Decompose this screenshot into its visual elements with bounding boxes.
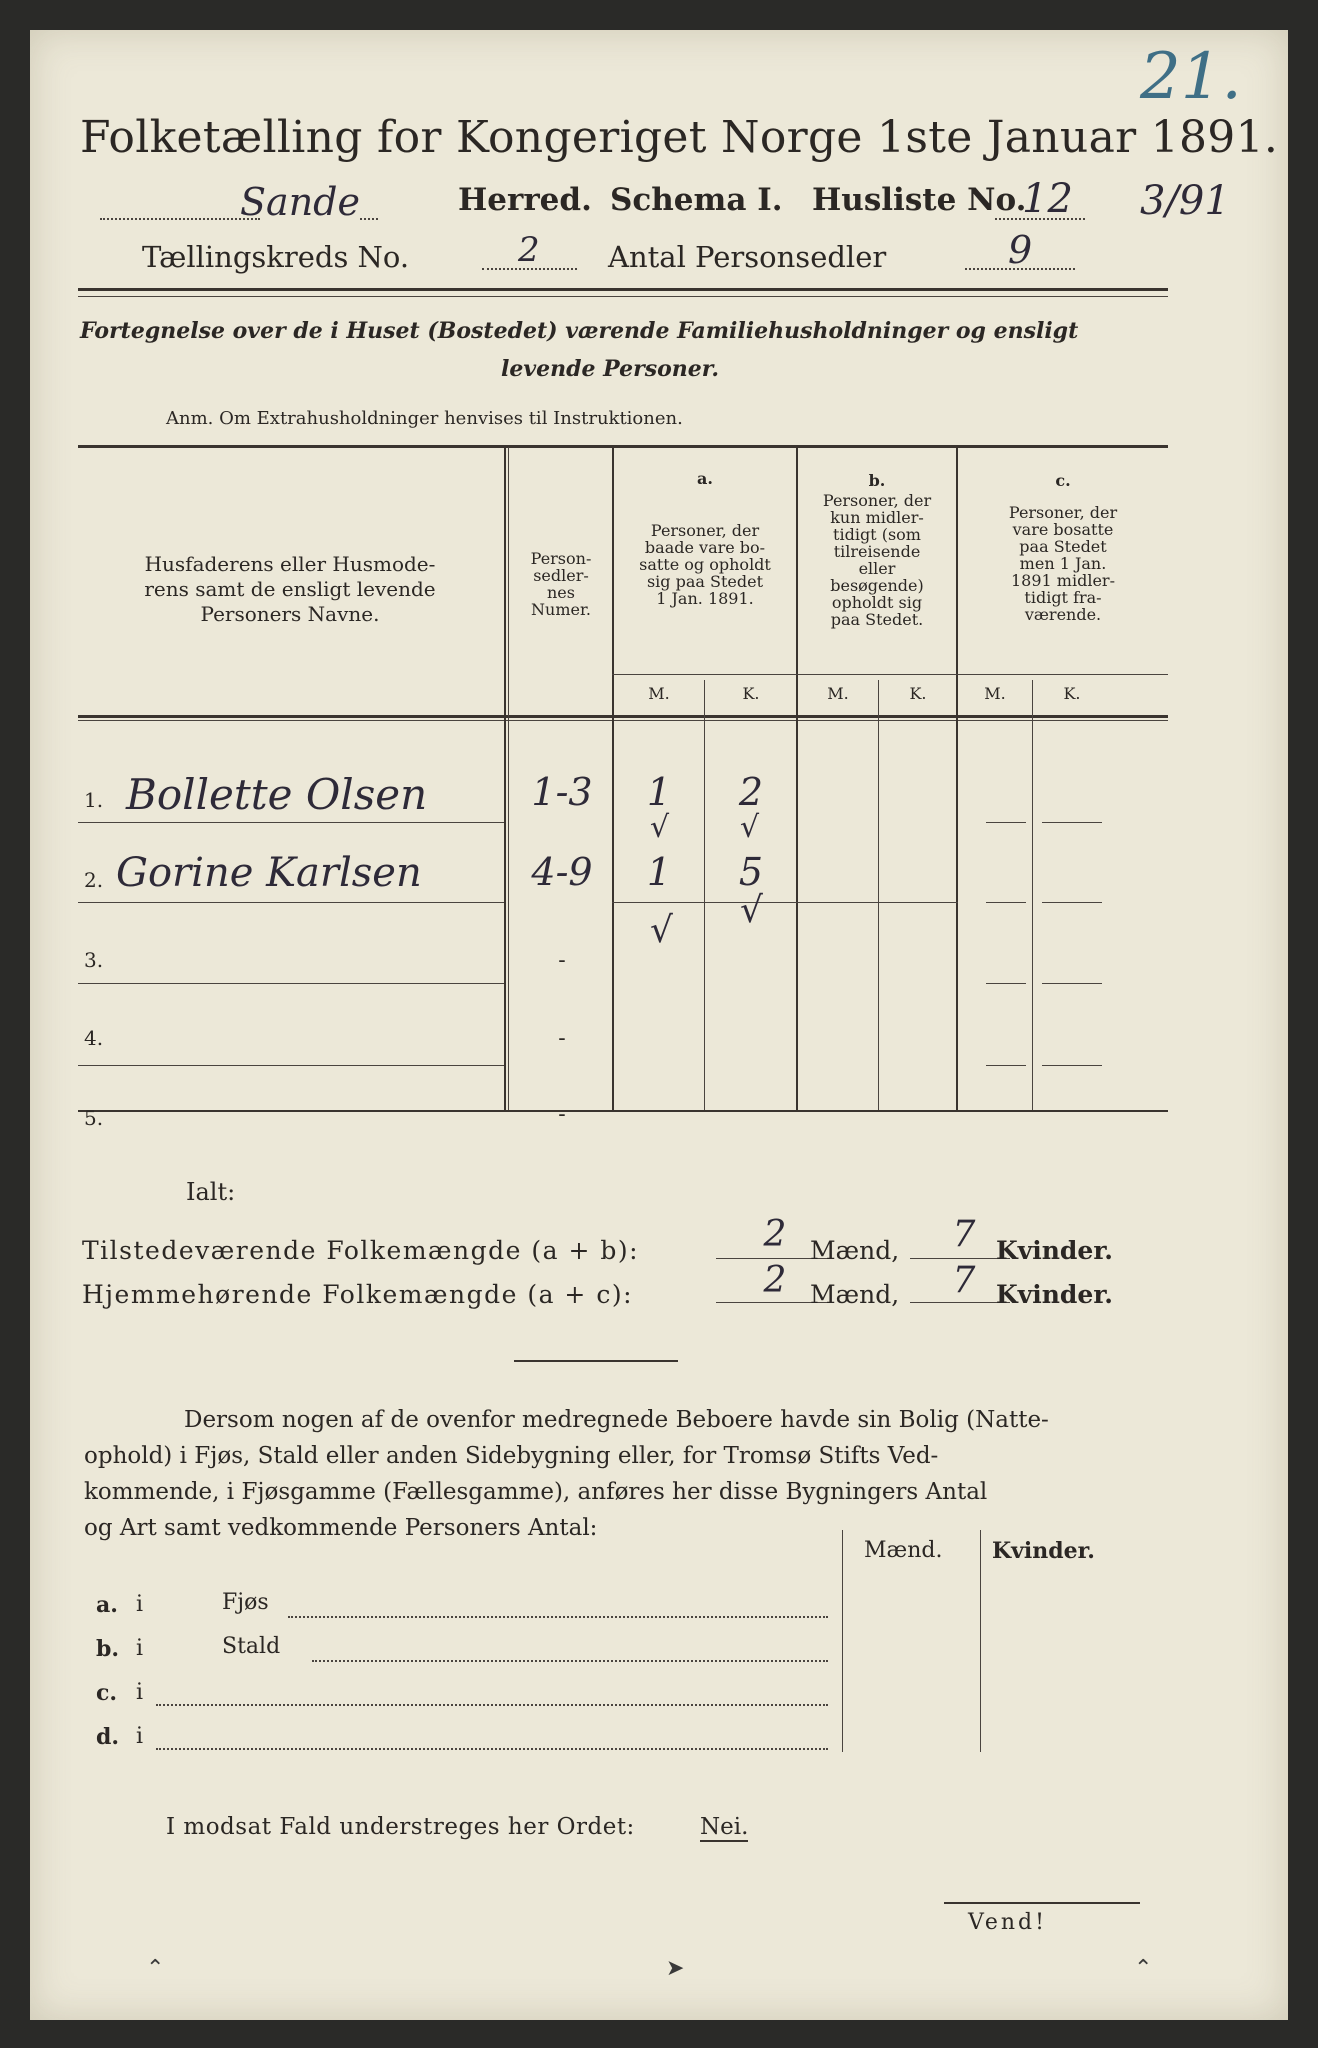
hjemmehorende-kvinder-label: Kvinder.: [996, 1280, 1113, 1309]
row-5-number: 5.: [84, 1106, 104, 1130]
pencil-mark-icon: ⌃: [1134, 1956, 1153, 1981]
header-a-letter: a.: [697, 469, 713, 488]
hjemmehorende-kvinder-value: 7: [952, 1260, 976, 1301]
row-2-number: 2.: [84, 868, 104, 892]
nei-word: Nei.: [700, 1814, 749, 1840]
bolig-row-d-i: i: [136, 1724, 144, 1749]
bolig-row-b-label: Stald: [222, 1634, 281, 1659]
tilstedevaerende-maend-value: 2: [763, 1214, 787, 1255]
ialt-label: Ialt:: [186, 1178, 236, 1206]
tilstedevaerende-kvinder-label: Kvinder.: [996, 1236, 1113, 1265]
check-mark-icon: √: [650, 910, 673, 951]
row-1-name: Bollette Olsen: [126, 770, 428, 819]
tilstedevaerende-kvinder-value: 7: [952, 1214, 976, 1255]
personsedler-value: 9: [1008, 228, 1033, 272]
vend-label: Vend!: [968, 1910, 1047, 1935]
row-3-number: 3.: [84, 948, 104, 972]
personsedler-label: Antal Personsedler: [608, 240, 887, 274]
hjemmehorende-label: Hjemmehørende Folkemængde (a + c):: [82, 1280, 633, 1309]
header-c-k: K.: [1063, 684, 1081, 703]
row-1-a-k: 2: [738, 770, 764, 814]
bolig-maend-header: Mænd.: [864, 1538, 943, 1563]
row-1-person-numbers: 1-3: [531, 770, 593, 814]
row-4-number: 4.: [84, 1026, 104, 1050]
header-a-k: K.: [742, 684, 760, 703]
bolig-row-d-letter: d.: [96, 1724, 120, 1750]
bolig-row-c-i: i: [136, 1680, 144, 1705]
hjemmehorende-maend-value: 2: [763, 1260, 787, 1301]
bolig-row-b-letter: b.: [96, 1636, 120, 1662]
tilstedevaerende-label: Tilstedeværende Folkemængde (a + b):: [82, 1236, 640, 1265]
header-c-letter: c.: [1055, 471, 1071, 490]
kreds-value: 2: [518, 230, 540, 270]
herred-label: Herred.: [458, 182, 592, 218]
modsat-fald-text: I modsat Fald understreges her Ordet:: [166, 1814, 635, 1840]
kreds-label: Tællingskreds No.: [142, 240, 410, 274]
schema-label: Schema I.: [610, 182, 783, 218]
husliste-label: Husliste No.: [812, 182, 1027, 218]
hjemmehorende-maend-label: Mænd,: [810, 1280, 900, 1309]
bolig-kvinder-header: Kvinder.: [992, 1538, 1095, 1564]
row-5-person-numbers: -: [558, 1102, 566, 1127]
header-b-m: M.: [827, 684, 849, 703]
check-mark-icon: √: [740, 810, 760, 845]
check-mark-icon: √: [740, 890, 763, 931]
row-1-number: 1.: [84, 788, 104, 812]
corner-date: 3/91: [1140, 178, 1230, 224]
row-4-person-numbers: -: [558, 1026, 566, 1051]
row-2-a-k: 5: [738, 850, 764, 894]
header-c-m: M.: [984, 684, 1006, 703]
row-2-name: Gorine Karlsen: [116, 850, 422, 896]
tilstedevaerende-maend-label: Mænd,: [810, 1236, 900, 1265]
header-person-numbers: Person- sedler- nes Numer.: [530, 549, 592, 619]
header-b-letter: b.: [868, 471, 886, 490]
herred-value: Sande: [240, 180, 360, 224]
pencil-mark-icon: ⌃: [146, 1956, 165, 1981]
bolig-paragraph: Dersom nogen af de ovenfor medregnede Beboere havde sin Bolig (Natte- ophold) i Fjøs, Stald eller anden Sidebygning eller, for Tromsø Stifts Ved- kommende, i Fjøsgamme (Fællesgamme), anføres her disse Bygningers Antal og Art samt vedkommende Personers Antal:: [84, 1407, 1049, 1541]
header-b-k: K.: [909, 684, 927, 703]
intro-line-1: Fortegnelse over de i Huset (Bostedet) værende Familiehusholdninger og ensligt: [80, 318, 1079, 344]
census-form-sheet: [30, 30, 1288, 2020]
bolig-row-a-letter: a.: [96, 1592, 118, 1618]
bolig-row-c-letter: c.: [96, 1680, 118, 1706]
header-b: Personer, der kun midler- tidigt (som tilreisende eller besøgende) opholdt sig paa Stedet.: [822, 491, 932, 629]
bolig-row-a-i: i: [136, 1592, 144, 1617]
row-3-person-numbers: -: [558, 948, 566, 973]
form-title: Folketælling for Kongeriget Norge 1ste Januar 1891.: [80, 112, 1279, 163]
anm-note: Anm. Om Extrahusholdninger henvises til Instruktionen.: [166, 408, 683, 429]
bolig-row-b-i: i: [136, 1636, 144, 1661]
header-a: Personer, der baade vare bo- satte og opholdt sig paa Stedet 1 Jan. 1891.: [639, 521, 771, 608]
header-names: Husfaderens eller Husmode- rens samt de ensligt levende Personers Navne.: [144, 552, 436, 626]
intro-line-2: levende Personer.: [501, 356, 719, 382]
row-2-person-numbers: 4-9: [531, 850, 593, 894]
check-mark-icon: √: [650, 810, 670, 845]
header-c: Personer, der vare bosatte paa Stedet men 1 Jan. 1891 midler- tidigt fra- værende.: [1008, 503, 1118, 624]
bolig-row-a-label: Fjøs: [222, 1590, 269, 1615]
row-1-a-m: 1: [646, 770, 672, 814]
row-2-a-m: 1: [646, 850, 672, 894]
header-a-m: M.: [648, 684, 670, 703]
husliste-value: 12: [1022, 176, 1073, 222]
corner-number: 21.: [1140, 40, 1242, 114]
pencil-mark-icon: ➤: [666, 1956, 685, 1981]
